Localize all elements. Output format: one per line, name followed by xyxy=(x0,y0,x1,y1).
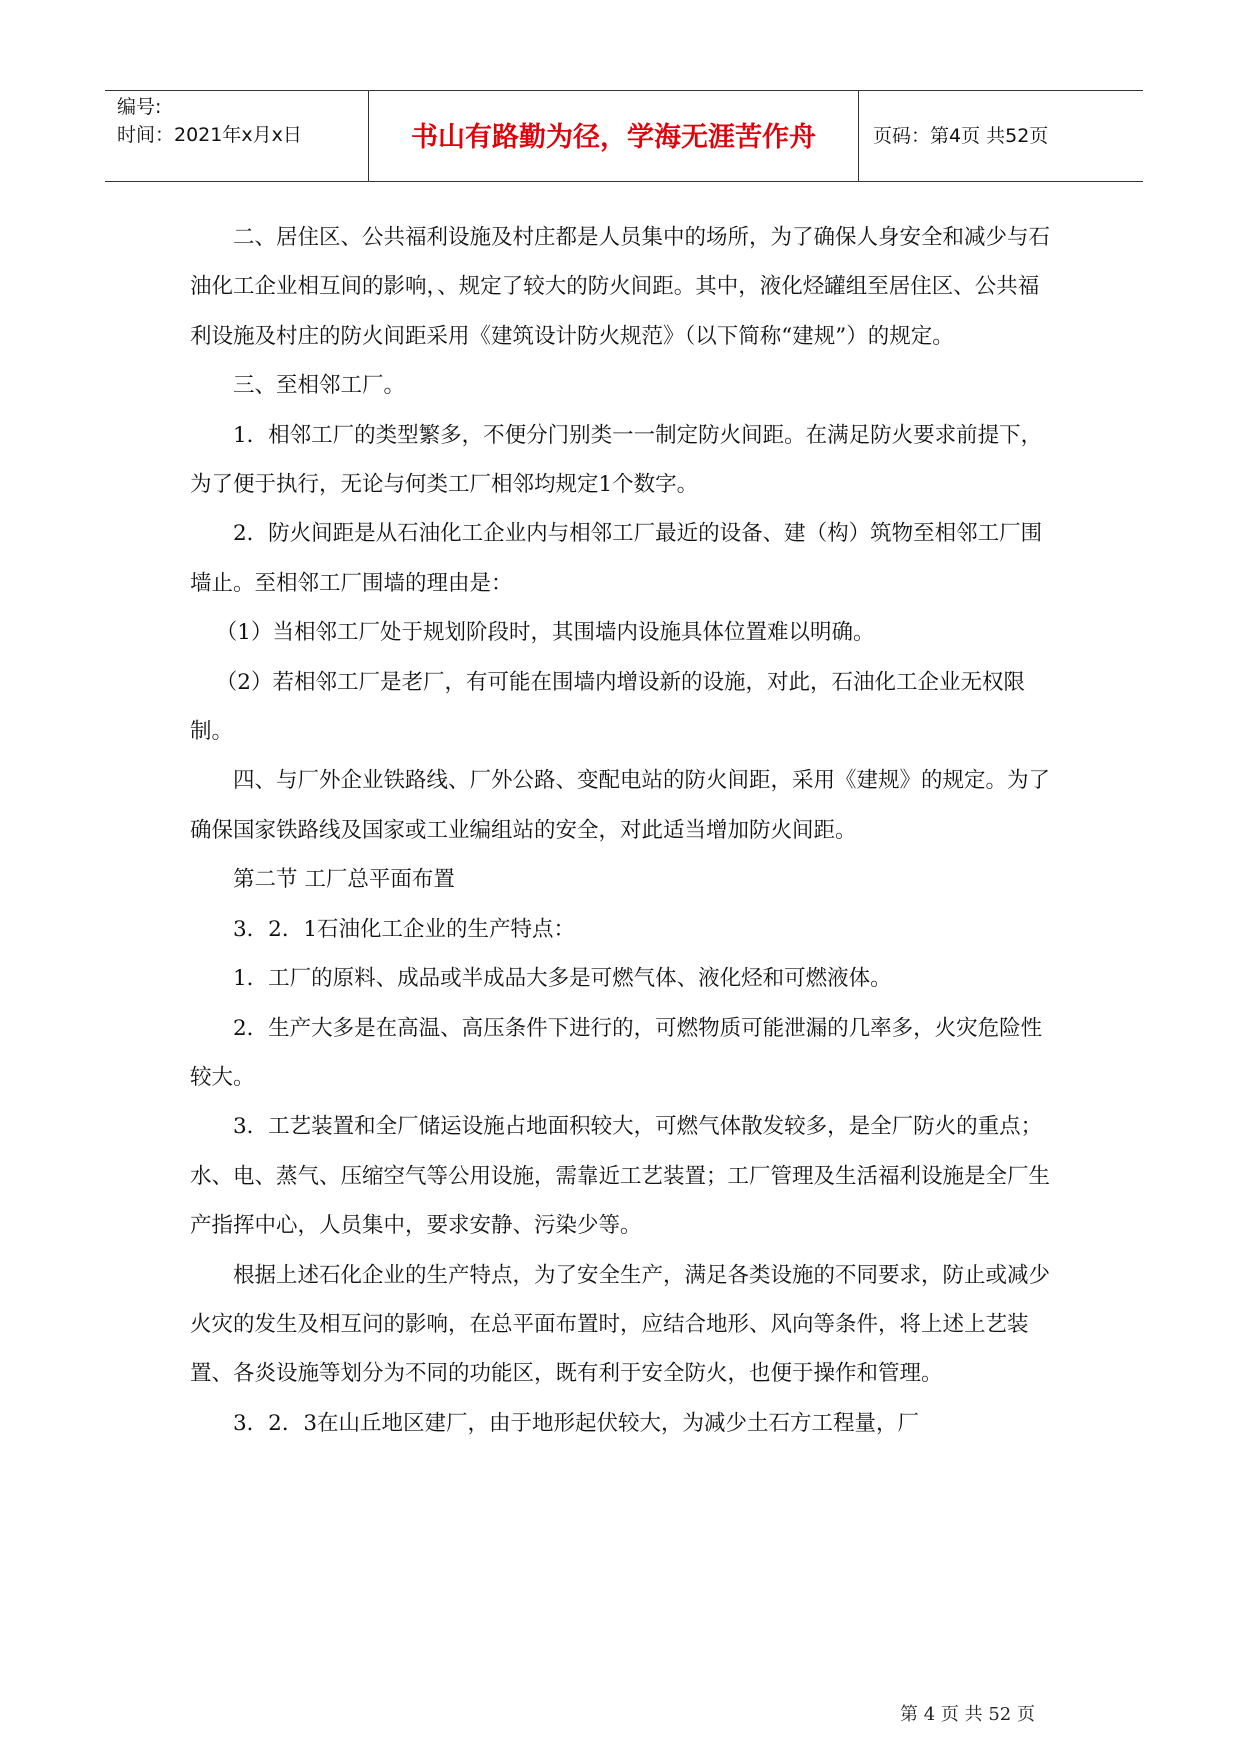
paragraph: 1．相邻工厂的类型繁多，不便分门别类一一制定防火间距。在满足防火要求前提下，为了便于执行，无论与何类工厂相邻均规定1个数字。 xyxy=(190,422,1043,498)
paragraph: （1）当相邻工厂处于规划阶段时，其围墙内设施具体位置难以明确。 xyxy=(215,620,875,646)
paragraph: 3．工艺装置和全厂储运设施占地面积较大，可燃气体散发较多，是全厂防火的重点；水、电、蒸气、压缩空气等公用设施，需靠近工艺装置；工厂管理及生活福利设施是全厂生产指挥中心，人员集中，要求安静、污染少等。 xyxy=(190,1114,1051,1239)
paragraph: 2．生产大多是在高温、高压条件下进行的，可燃物质可能泄漏的几率多，火灾危险性较大。 xyxy=(190,1015,1043,1090)
paragraph: （2）若相邻工厂是老厂，有可能在围墙内增设新的设施，对此，石油化工企业无权限制。 xyxy=(190,669,1025,745)
document-body xyxy=(190,213,1050,1448)
section-heading: 第二节 工厂总平面布置 xyxy=(233,867,455,893)
paragraph: 1．工厂的原料、成品或半成品大多是可燃气体、液化烃和可燃液体。 xyxy=(233,966,892,992)
paragraph: 3．2．3在山丘地区建厂，由于地形起伏较大，为减少土石方工程量，厂 xyxy=(233,1410,920,1436)
paragraph: 四、与厂外企业铁路线、厂外公路、变配电站的防火间距，采用《建规》的规定。为了确保国家铁路线及国家或工业编组站的安全，对此适当增加防火间距。 xyxy=(190,768,1051,843)
header-page-label: 页码：第4页 共52页 xyxy=(873,124,1049,147)
paragraph: 三、至相邻工厂。 xyxy=(233,373,406,399)
page-footer: 第 4 页 共 52 页 xyxy=(900,1704,1035,1725)
header-meta xyxy=(105,91,369,181)
paragraph: 二、居住区、公共福利设施及村庄都是人员集中的场所，为了确保人身安全和减少与石油化工企业相互间的影响，、规定了较大的防火间距。其中，液化烃罐组至居住区、公共福利设施及村庄的防火间距采用《建筑设计防火规范》（以下简称“建规”）的规定。 xyxy=(190,225,1051,349)
header-motto: 书山有路勤为径，学海无涯苦作舟 xyxy=(369,91,859,181)
document-number-label: 编号: xyxy=(117,96,162,118)
page-header xyxy=(105,90,1143,182)
document-time-label: 时间：2021年x月x日 xyxy=(117,124,302,146)
paragraph: 2．防火间距是从石油化工企业内与相邻工厂最近的设备、建（构）筑物至相邻工厂围墙止。至相邻工厂围墙的理由是： xyxy=(190,521,1043,596)
paragraph: 根据上述石化企业的生产特点，为了安全生产，满足各类设施的不同要求，防止或减少火灾的发生及相互问的影响，在总平面布置时，应结合地形、风向等条件，将上述上艺装置、各炎设施等划分为不同的功能区，既有利于安全防火，也便于操作和管理。 xyxy=(190,1262,1051,1387)
paragraph: 3．2．1石油化工企业的生产特点： xyxy=(233,916,576,942)
